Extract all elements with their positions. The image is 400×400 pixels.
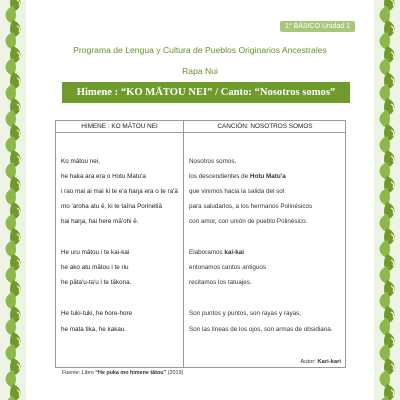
rapanui-line: he ako atu mātou i te riu bbox=[61, 264, 129, 271]
spanish-line: Elaboramos kai-kai bbox=[189, 249, 244, 256]
rapanui-line: He tuki-tuki, he hore-hore bbox=[61, 310, 133, 317]
vine-pattern-right bbox=[374, 0, 400, 400]
grade-badge: 1° BÁSICO Unidad 1 bbox=[280, 21, 355, 32]
spanish-line: recitamos los tatuajes. bbox=[189, 279, 252, 286]
song-table bbox=[55, 120, 346, 368]
spanish-line: con amor, con unión de pueblo Polinésico. bbox=[189, 218, 308, 225]
vine-pattern-left bbox=[0, 0, 26, 400]
program-title: Programa de Lengua y Cultura de Pueblos Originarios Ancestrales bbox=[73, 45, 327, 55]
rapanui-line: Ko mātou nei, bbox=[61, 158, 100, 165]
rapanui-column-header: HIMENE : KO MĀTOU NEI bbox=[81, 123, 158, 130]
spanish-line: Nosotros somos, bbox=[189, 158, 237, 165]
page-subtitle: Rapa Nui bbox=[182, 66, 218, 76]
rapanui-line: he mata tika, he kakau. bbox=[61, 326, 127, 333]
rapanui-line: he pāta'u-ta'u i te tākona. bbox=[61, 279, 132, 286]
spanish-line: entonamos cantos antiguos bbox=[189, 264, 267, 271]
rapanui-line: i rao mai ai mai ki te e'a haŋa era o te ra'ā bbox=[61, 188, 178, 195]
decorative-border-right bbox=[374, 0, 400, 400]
spanish-line: los descendientes de Hotu Matu'a bbox=[189, 173, 286, 180]
rapanui-line: he haka ara era o Hotu Matu'a bbox=[61, 173, 146, 180]
source-citation: Fuente: Libro “He puka mo himene tātou” (2019) bbox=[62, 370, 184, 376]
lyrics bbox=[56, 121, 345, 367]
decorative-border-left bbox=[0, 0, 26, 400]
spanish-line: para saludarlos, a los hermanos Polinésicos bbox=[189, 203, 313, 210]
author-credit: Autor: Kari-kari bbox=[300, 359, 341, 365]
song-title-banner: Himene : “KO MĀTOU NEI” / Canto: “Nosotros somos” bbox=[62, 82, 350, 103]
rapanui-line: mo 'aroha atu ē, ki te taīna Porinetiā bbox=[61, 203, 162, 210]
spanish-line: Son las líneas de los ojos, son armas de obsidiana. bbox=[189, 326, 333, 333]
spanish-line: Son puntos y puntos, son rayas y rayas, bbox=[189, 310, 302, 317]
rapanui-line: He uru mātou i te kai-kai bbox=[61, 249, 130, 256]
rapanui-line: hai haŋa, hai here mā'ohi ē. bbox=[61, 218, 139, 225]
spanish-column-header: CANCIÓN: NOSOTROS SOMOS bbox=[217, 123, 313, 130]
spanish-line: que vinimos hacia la salida del sol bbox=[189, 188, 285, 195]
